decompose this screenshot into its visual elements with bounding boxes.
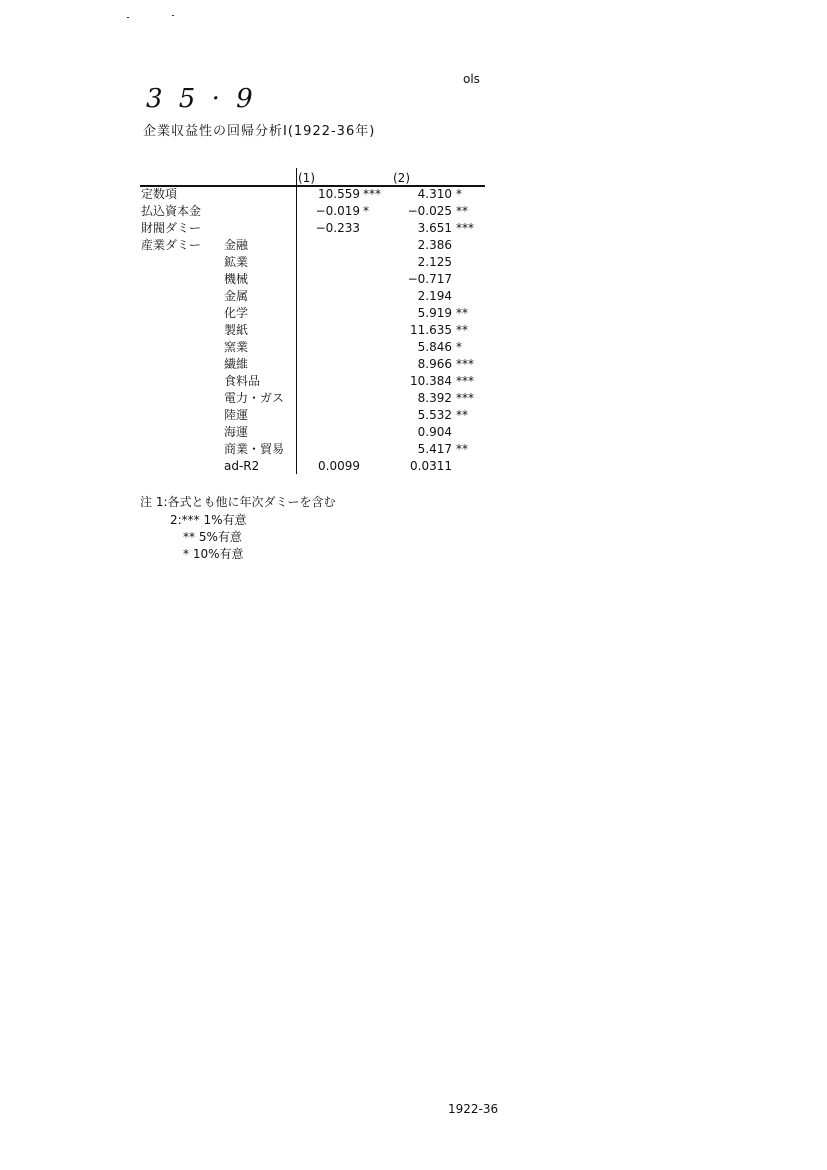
coef-col-1: −0.019 — [315, 204, 360, 218]
stars-col-2: *** — [456, 221, 474, 235]
stars-col-1: * — [363, 204, 369, 218]
row-sublabel: 鉱業 — [224, 255, 249, 269]
stars-col-2: ** — [456, 306, 468, 320]
row-label: 払込資本金 — [141, 204, 202, 218]
row-sublabel: 機械 — [224, 272, 249, 286]
scan-speck — [172, 15, 174, 16]
coef-col-2: 2.194 — [417, 289, 452, 303]
row-sublabel: 陸運 — [224, 408, 249, 422]
row-sublabel: 金属 — [224, 289, 249, 303]
coef-col-2: −0.717 — [407, 272, 452, 286]
coef-col-2: 2.125 — [417, 255, 452, 269]
coef-col-2: 0.0311 — [410, 459, 452, 473]
page-footer-label: 1922-36 — [448, 1102, 499, 1116]
row-sublabel: 電力・ガス — [224, 391, 285, 405]
page-title: 企業収益性の回帰分析Ⅰ(1922-36年) — [143, 124, 376, 139]
row-sublabel: 化学 — [224, 306, 249, 320]
stars-col-2: ** — [456, 408, 468, 422]
handwritten-mark: 3 5 · 9 — [146, 84, 257, 114]
coef-col-2: 0.904 — [417, 425, 452, 439]
coef-col-1: −0.233 — [315, 221, 360, 235]
row-sublabel: 食料品 — [224, 374, 261, 388]
column-header-2: (2) — [393, 171, 410, 185]
row-sublabel: 製紙 — [224, 323, 249, 337]
coef-col-2: 3.651 — [417, 221, 452, 235]
stars-col-2: ** — [456, 323, 468, 337]
note-1: 注 1:各式とも他に年次ダミーを含む — [140, 495, 336, 509]
row-sublabel: 商業・貿易 — [224, 442, 285, 456]
coef-col-2: 5.417 — [417, 442, 452, 456]
coef-col-2: 11.635 — [410, 323, 452, 337]
stars-col-2: ** — [456, 442, 468, 456]
coef-col-1: 0.0099 — [318, 459, 360, 473]
stars-col-2: ** — [456, 204, 468, 218]
coef-col-2: −0.025 — [407, 204, 452, 218]
row-sublabel: 海運 — [224, 425, 249, 439]
coef-col-2: 5.846 — [417, 340, 452, 354]
row-label: 産業ダミー — [141, 238, 202, 252]
note-4: * 10%有意 — [183, 547, 244, 561]
stars-col-2: *** — [456, 374, 474, 388]
coef-col-2: 5.919 — [417, 306, 452, 320]
coef-col-2: 8.966 — [417, 357, 452, 371]
coef-col-2: 5.532 — [417, 408, 452, 422]
column-header-1: (1) — [298, 171, 315, 185]
scan-speck — [127, 17, 129, 18]
row-sublabel: 繊維 — [224, 357, 249, 371]
coef-col-2: 8.392 — [417, 391, 452, 405]
stars-col-1: *** — [363, 187, 381, 201]
row-sublabel: ad-R2 — [224, 459, 260, 473]
row-label: 財閥ダミー — [141, 221, 202, 235]
stars-col-2: *** — [456, 357, 474, 371]
row-sublabel: 金融 — [224, 238, 249, 252]
coef-col-2: 4.310 — [417, 187, 452, 201]
row-label: 定数項 — [141, 187, 178, 201]
stars-col-2: *** — [456, 391, 474, 405]
row-sublabel: 窯業 — [224, 340, 249, 354]
stars-col-2: * — [456, 187, 462, 201]
coef-col-2: 2.386 — [417, 238, 452, 252]
stars-col-2: * — [456, 340, 462, 354]
note-3: ** 5%有意 — [183, 530, 242, 544]
coef-col-1: 10.559 — [318, 187, 360, 201]
note-2: 2:*** 1%有意 — [170, 513, 247, 527]
coef-col-2: 10.384 — [410, 374, 452, 388]
top-right-label: ols — [463, 72, 480, 86]
